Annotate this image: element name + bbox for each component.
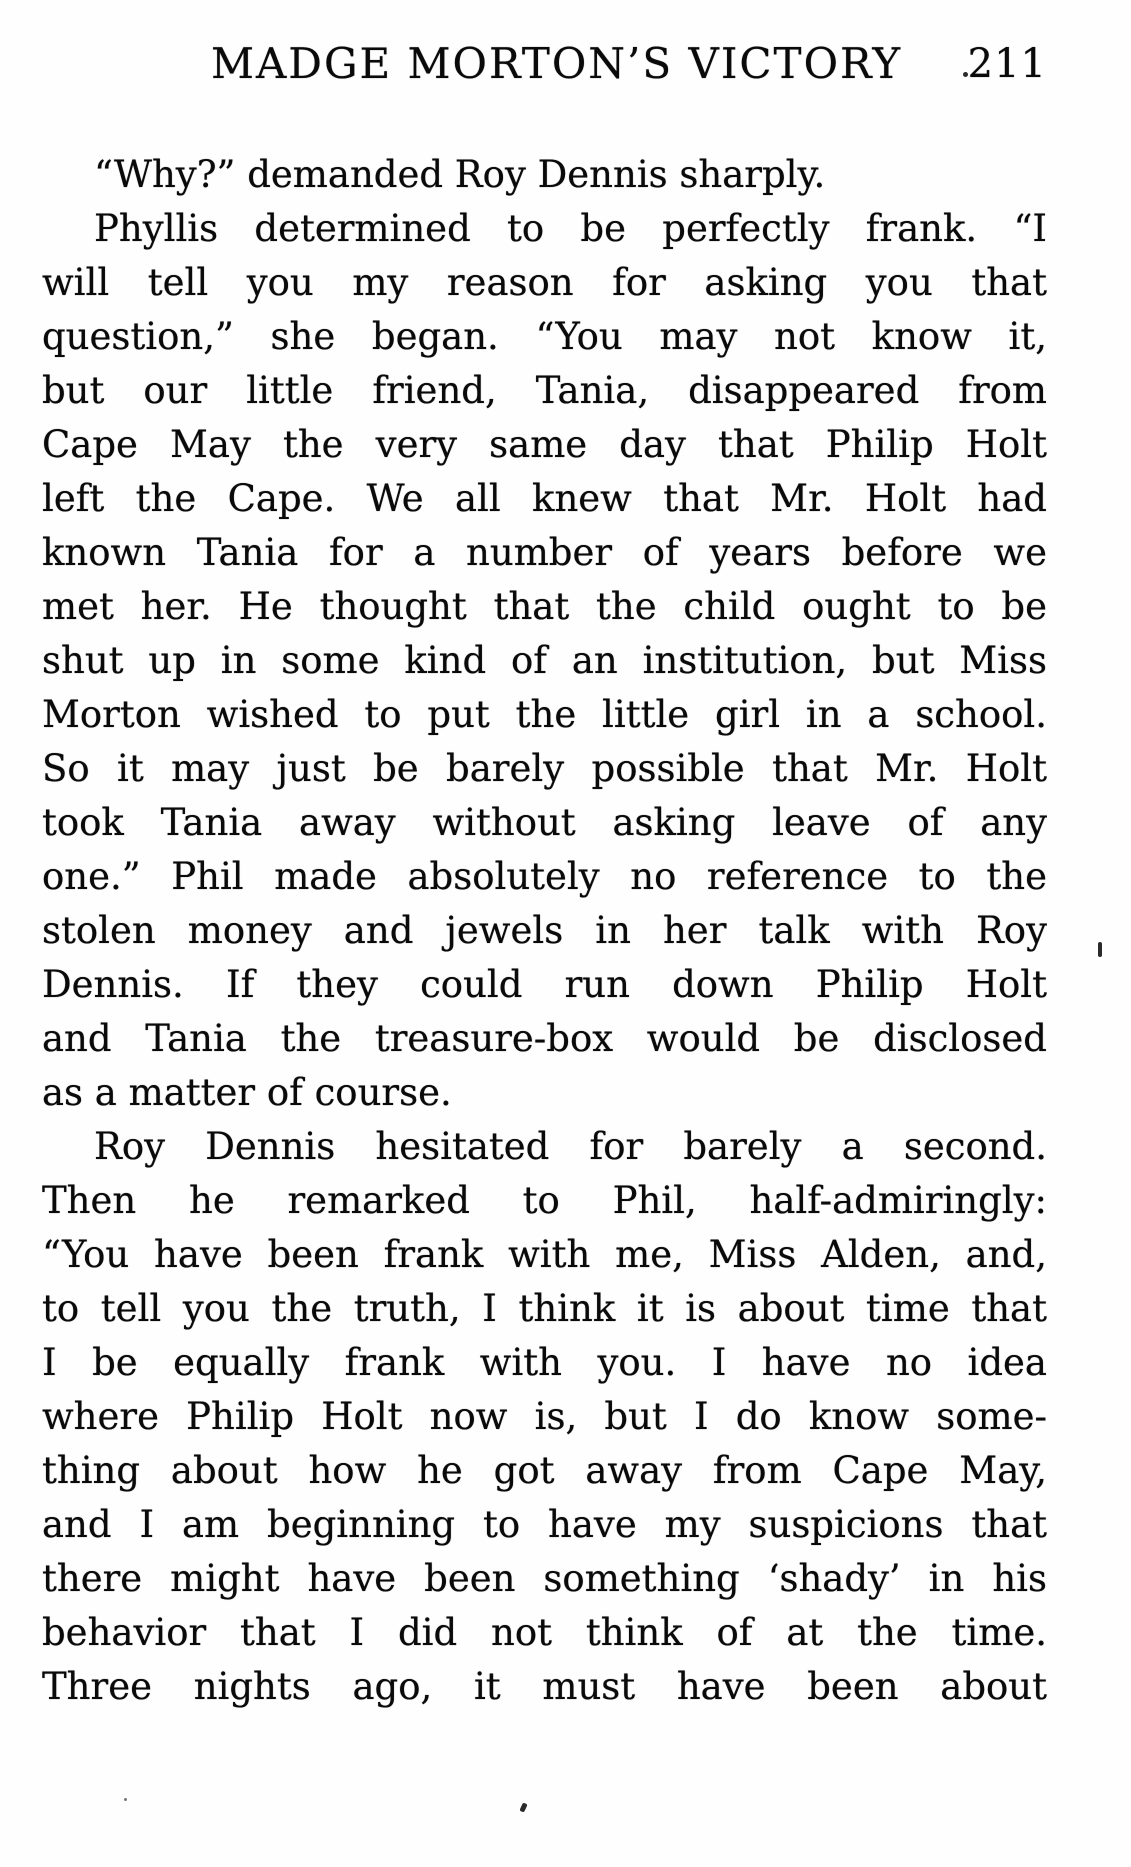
ink-speck (519, 1802, 527, 1812)
text-line: thing about how he got away from Cape May, (42, 1449, 1047, 1492)
text-line: Cape May the very same day that Philip Holt (42, 423, 1047, 466)
text-line: Morton wished to put the little girl in a school. (42, 693, 1047, 736)
text-line: there might have been something ‘shady’ in his (42, 1557, 1047, 1600)
text-line: where Philip Holt now is, but I do know some- (42, 1395, 1047, 1438)
text-line: will tell you my reason for asking you that (42, 261, 1047, 304)
text-line: as a matter of course. (42, 1071, 452, 1114)
text-line: question,” she began. “You may not know it, (42, 315, 1047, 358)
body-text (42, 148, 1047, 1714)
text-line: Roy Dennis hesitated for barely a second. (94, 1125, 1047, 1168)
text-line: behavior that I did not think of at the time. (42, 1611, 1047, 1654)
text-line: Then he remarked to Phil, half-admiringly: (42, 1179, 1047, 1222)
text-line: took Tania away without asking leave of any (42, 801, 1047, 844)
text-line: I be equally frank with you. I have no idea (42, 1341, 1047, 1384)
text-line: shut up in some kind of an institution, but Miss (42, 639, 1047, 682)
text-line: to tell you the truth, I think it is about time that (42, 1287, 1047, 1330)
text-line: known Tania for a number of years before we (42, 531, 1047, 574)
ink-speck (124, 1798, 127, 1801)
text-line: one.” Phil made absolutely no reference to the (42, 855, 1047, 898)
text-line: Phyllis determined to be perfectly frank. “I (94, 207, 1047, 250)
text-line: and Tania the treasure-box would be disclosed (42, 1017, 1047, 1060)
text-line: left the Cape. We all knew that Mr. Holt had (42, 477, 1047, 520)
ink-speck (1098, 942, 1102, 957)
text-line: So it may just be barely possible that Mr. Holt (42, 747, 1047, 790)
text-line: Dennis. If they could run down Philip Holt (42, 963, 1047, 1006)
running-header (42, 38, 1047, 90)
text-line: and I am beginning to have my suspicions that (42, 1503, 1047, 1546)
text-line: but our little friend, Tania, disappeared from (42, 369, 1047, 412)
page-number: 211 (967, 41, 1047, 87)
text-line: met her. He thought that the child ought to be (42, 585, 1047, 628)
text-line: “You have been frank with me, Miss Alden, and, (42, 1233, 1047, 1276)
ink-speck (963, 72, 968, 77)
page-title: MADGE MORTON’S VICTORY (210, 39, 903, 88)
text-line: “Why?” demanded Roy Dennis sharply. (94, 153, 826, 196)
text-line: Three nights ago, it must have been about (42, 1665, 1047, 1708)
text-line: stolen money and jewels in her talk with Roy (42, 909, 1047, 952)
